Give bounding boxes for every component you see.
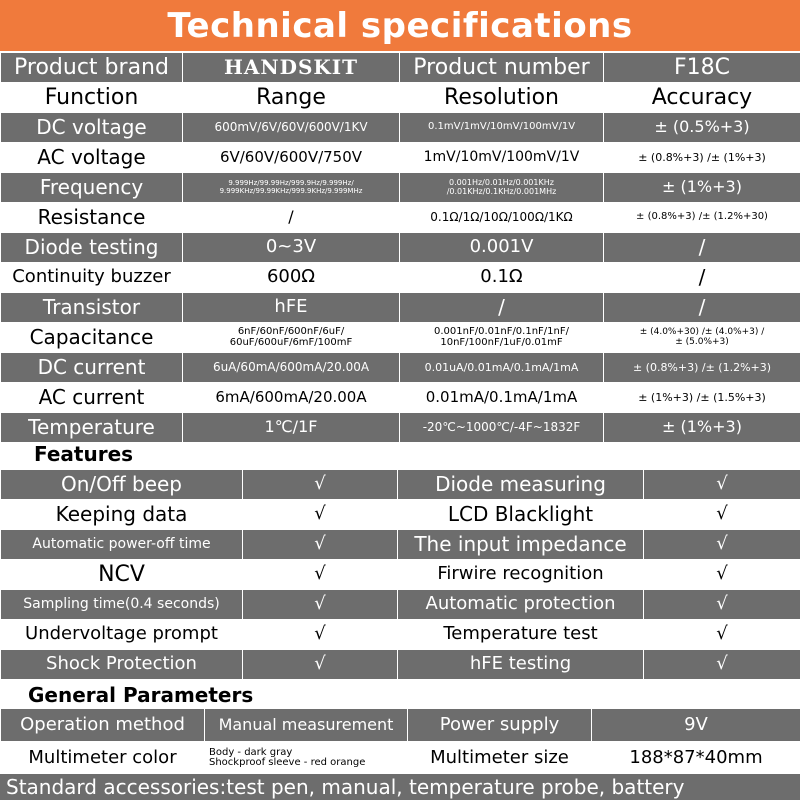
spec-resolution: 0.1mV/1mV/10mV/100mV/1V	[400, 113, 604, 143]
spec-label: Product number	[400, 53, 604, 83]
spec-row	[1, 293, 800, 323]
param-value: 188*87*40mm	[592, 742, 800, 775]
spec-range: 6nF/60nF/600nF/6uF/ 60uF/600uF/6mF/100mF	[183, 323, 400, 353]
spec-label: AC voltage	[1, 143, 183, 173]
spec-label: Diode testing	[1, 233, 183, 263]
feature-row	[1, 470, 800, 500]
check-mark: √	[243, 590, 398, 620]
spec-resolution: 0.001nF/0.01nF/0.1nF/1nF/ 10nF/100nF/1uF/0.01mF	[400, 323, 604, 353]
spec-range: 9.999Hz/99.99Hz/999.9Hz/9.999Hz/ 9.999KHz/99.99KHz/999.9KHz/9.999MHz	[183, 173, 400, 203]
column-header: Accuracy	[604, 83, 800, 113]
spec-label: DC current	[1, 353, 183, 383]
specs-table	[0, 52, 800, 443]
column-header: Resolution	[400, 83, 604, 113]
general-parameters-heading: General Parameters	[28, 683, 254, 707]
spec-row	[1, 413, 800, 443]
spec-accuracy: ± (4.0%+30) /± (4.0%+3) / ± (5.0%+3)	[604, 323, 800, 353]
standard-accessories: Standard accessories:test pen, manual, temperature probe, battery	[0, 774, 800, 800]
param-label: Operation method	[1, 709, 205, 742]
spec-range: 6mA/600mA/20.00A	[183, 383, 400, 413]
spec-label: Capacitance	[1, 323, 183, 353]
spec-row	[1, 203, 800, 233]
feature-label: NCV	[1, 560, 243, 590]
param-label: Multimeter size	[408, 742, 592, 775]
feature-label: Undervoltage prompt	[1, 620, 243, 650]
check-mark: √	[243, 500, 398, 530]
feature-label: hFE testing	[398, 650, 644, 680]
spec-range: 600mV/6V/60V/600V/1KV	[183, 113, 400, 143]
spec-range: 6uA/60mA/600mA/20.00A	[183, 353, 400, 383]
check-mark: √	[243, 470, 398, 500]
column-header: Range	[183, 83, 400, 113]
general-row	[1, 742, 800, 775]
general-row	[1, 709, 800, 742]
spec-range: 600Ω	[183, 263, 400, 293]
spec-accuracy: ± (1%+3) /± (1.5%+3)	[604, 383, 800, 413]
spec-accuracy: ± (0.8%+3) /± (1.2%+30)	[604, 203, 800, 233]
check-mark: √	[644, 560, 800, 590]
spec-row	[1, 233, 800, 263]
brand-logo: HANDSKIT	[183, 53, 400, 83]
feature-row	[1, 590, 800, 620]
feature-row	[1, 530, 800, 560]
spec-row	[1, 323, 800, 353]
feature-label: The input impedance	[398, 530, 644, 560]
param-value: Body - dark gray Shockproof sleeve - red orange	[205, 742, 408, 775]
feature-row	[1, 620, 800, 650]
spec-row	[1, 263, 800, 293]
spec-row	[1, 113, 800, 143]
check-mark: √	[243, 560, 398, 590]
spec-accuracy: ± (0.8%+3) /± (1.2%+3)	[604, 353, 800, 383]
spec-range: /	[183, 203, 400, 233]
spec-accuracy: ± (1%+3)	[604, 413, 800, 443]
check-mark: √	[644, 620, 800, 650]
spec-resolution: 0.1Ω/1Ω/10Ω/100Ω/1KΩ	[400, 203, 604, 233]
spec-resolution: 0.001Hz/0.01Hz/0.001KHz /0.01KHz/0.1KHz/0.001MHz	[400, 173, 604, 203]
feature-row	[1, 650, 800, 680]
spec-range: hFE	[183, 293, 400, 323]
spec-resolution: 0.01uA/0.01mA/0.1mA/1mA	[400, 353, 604, 383]
spec-row	[1, 353, 800, 383]
spec-label: Continuity buzzer	[1, 263, 183, 293]
spec-label: Temperature	[1, 413, 183, 443]
spec-accuracy: /	[604, 263, 800, 293]
spec-value: F18C	[604, 53, 800, 83]
spec-label: Resistance	[1, 203, 183, 233]
check-mark: √	[243, 530, 398, 560]
spec-accuracy: /	[604, 293, 800, 323]
spec-accuracy: /	[604, 233, 800, 263]
spec-resolution: 0.1Ω	[400, 263, 604, 293]
features-heading: Features	[34, 442, 134, 466]
spec-range: 6V/60V/600V/750V	[183, 143, 400, 173]
spec-resolution: 0.01mA/0.1mA/1mA	[400, 383, 604, 413]
spec-range: 1℃/1F	[183, 413, 400, 443]
check-mark: √	[644, 470, 800, 500]
param-label: Power supply	[408, 709, 592, 742]
spec-resolution: -20℃~1000℃/-4F~1832F	[400, 413, 604, 443]
feature-label: Automatic protection	[398, 590, 644, 620]
spec-label: DC voltage	[1, 113, 183, 143]
check-mark: √	[243, 650, 398, 680]
check-mark: √	[644, 530, 800, 560]
param-value: Manual measurement	[205, 709, 408, 742]
spec-resolution: /	[400, 293, 604, 323]
spec-label: Transistor	[1, 293, 183, 323]
features-table	[0, 469, 800, 680]
general-parameters-table	[0, 708, 800, 775]
feature-label: Firwire recognition	[398, 560, 644, 590]
feature-label: Shock Protection	[1, 650, 243, 680]
feature-row	[1, 560, 800, 590]
check-mark: √	[644, 590, 800, 620]
page-title: Technical specifications	[0, 0, 800, 51]
spec-row-brand	[1, 53, 800, 83]
spec-range: 0~3V	[183, 233, 400, 263]
feature-label: Keeping data	[1, 500, 243, 530]
spec-label: Frequency	[1, 173, 183, 203]
feature-label: Diode measuring	[398, 470, 644, 500]
column-header: Function	[1, 83, 183, 113]
feature-row	[1, 500, 800, 530]
spec-resolution: 1mV/10mV/100mV/1V	[400, 143, 604, 173]
spec-label: AC current	[1, 383, 183, 413]
spec-accuracy: ± (0.8%+3) /± (1%+3)	[604, 143, 800, 173]
spec-accuracy: ± (1%+3)	[604, 173, 800, 203]
feature-label: Sampling time(0.4 seconds)	[1, 590, 243, 620]
spec-resolution: 0.001V	[400, 233, 604, 263]
spec-header-row	[1, 83, 800, 113]
spec-label: Product brand	[1, 53, 183, 83]
feature-label: Automatic power-off time	[1, 530, 243, 560]
spec-row	[1, 383, 800, 413]
spec-row	[1, 143, 800, 173]
check-mark: √	[243, 620, 398, 650]
spec-row	[1, 173, 800, 203]
feature-label: LCD Blacklight	[398, 500, 644, 530]
spec-accuracy: ± (0.5%+3)	[604, 113, 800, 143]
feature-label: Temperature test	[398, 620, 644, 650]
param-label: Multimeter color	[1, 742, 205, 775]
check-mark: √	[644, 650, 800, 680]
param-value: 9V	[592, 709, 800, 742]
check-mark: √	[644, 500, 800, 530]
feature-label: On/Off beep	[1, 470, 243, 500]
